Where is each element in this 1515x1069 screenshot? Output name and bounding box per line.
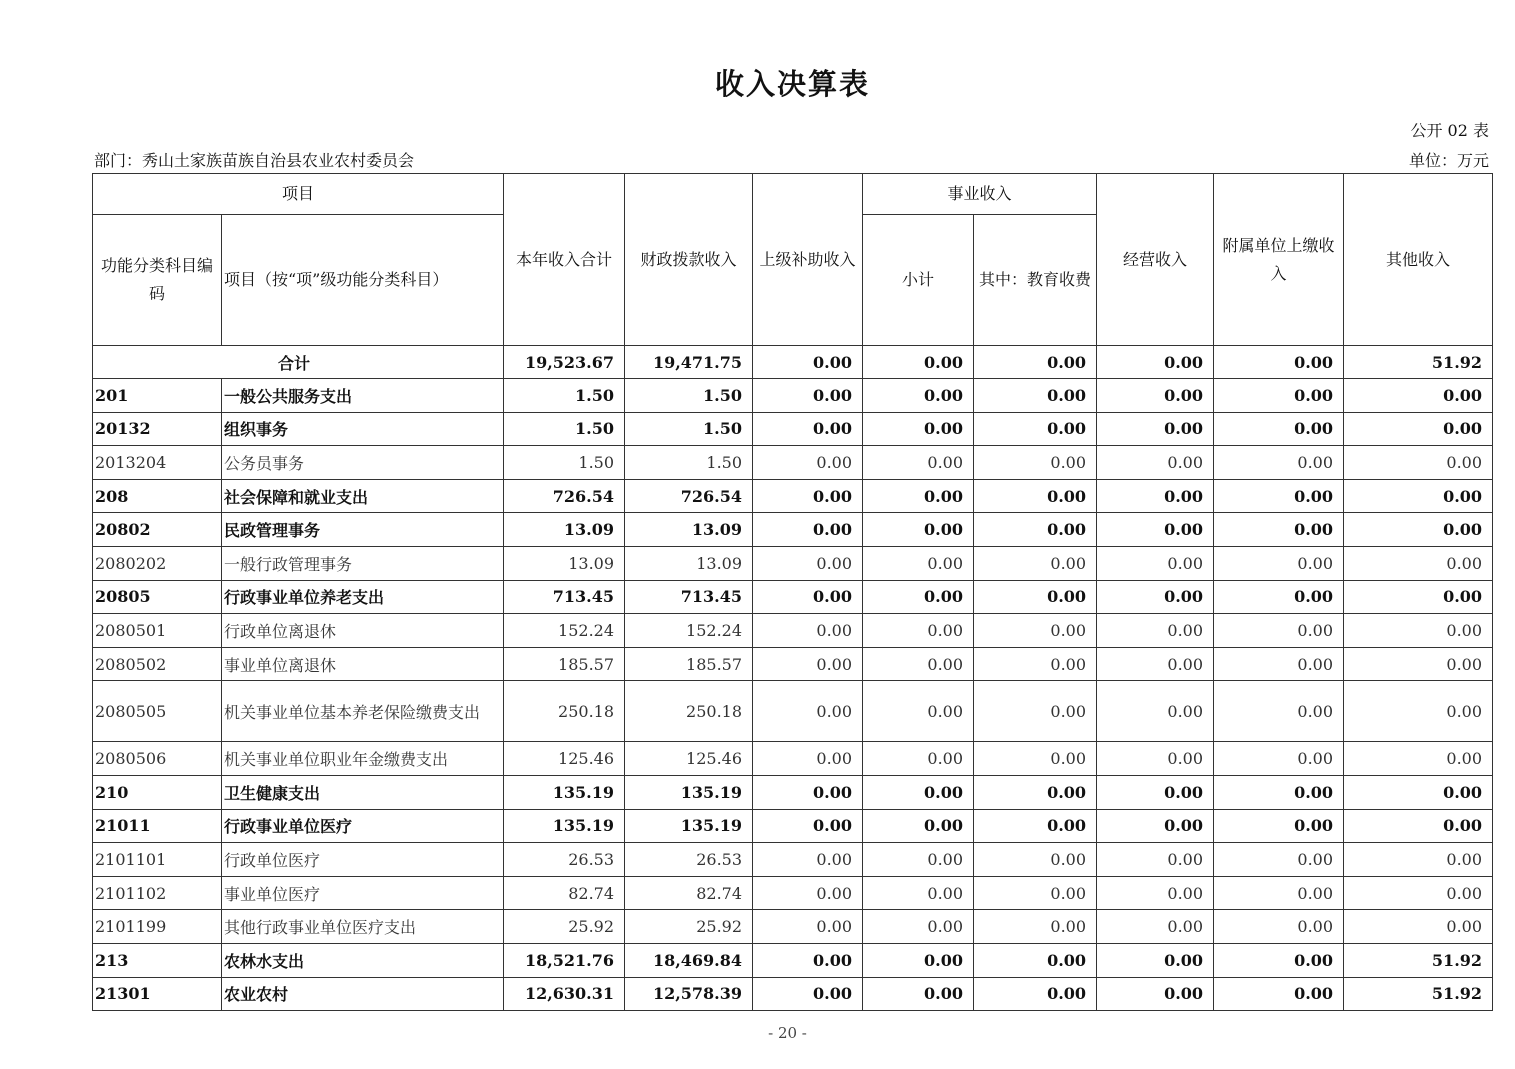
- row-value: 0.00: [863, 809, 974, 843]
- header-project: 项目: [93, 174, 504, 215]
- row-value: 0.00: [753, 479, 863, 513]
- row-value: 0.00: [753, 843, 863, 877]
- page-title: 收入决算表: [714, 67, 870, 101]
- row-value: 0.00: [753, 614, 863, 648]
- row-name: 行政单位医疗: [222, 843, 504, 877]
- row-value: 0.00: [863, 546, 974, 580]
- row-value: 0.00: [1344, 614, 1493, 648]
- row-value: 0.00: [1214, 843, 1344, 877]
- table-row: [93, 546, 1493, 580]
- row-value: 726.54: [625, 479, 753, 513]
- row-code: 213: [93, 943, 222, 977]
- row-value: 0.00: [1097, 614, 1214, 648]
- row-value: 1.50: [625, 446, 753, 480]
- row-value: 12,578.39: [625, 977, 753, 1011]
- row-value: 0.00: [1097, 580, 1214, 614]
- table-row: [93, 843, 1493, 877]
- department-label: 部门：秀山土家族苗族自治县农业农村委员会: [94, 151, 415, 170]
- row-value: 0.00: [1214, 379, 1344, 413]
- row-value: 0.00: [863, 580, 974, 614]
- header-superior-subsidy: 上级补助收入: [753, 174, 863, 346]
- row-value: 0.00: [753, 513, 863, 547]
- row-name: 行政事业单位养老支出: [222, 580, 504, 614]
- row-value: 0.00: [1097, 546, 1214, 580]
- row-value: 0.00: [1214, 809, 1344, 843]
- row-value: 713.45: [504, 580, 625, 614]
- row-value: 0.00: [1214, 479, 1344, 513]
- row-value: 0.00: [1097, 379, 1214, 413]
- row-value: 0.00: [1214, 681, 1344, 742]
- row-value: 0.00: [974, 910, 1097, 944]
- unit-label: 单位：万元: [1408, 151, 1489, 170]
- row-value: 0.00: [1344, 580, 1493, 614]
- row-value: 0.00: [1214, 446, 1344, 480]
- row-value: 0.00: [1097, 446, 1214, 480]
- row-value: 0.00: [974, 546, 1097, 580]
- row-value: 0.00: [863, 977, 974, 1011]
- row-value: 0.00: [1214, 412, 1344, 446]
- row-value: 0.00: [1344, 412, 1493, 446]
- row-value: 0.00: [1344, 681, 1493, 742]
- row-value: 0.00: [1097, 479, 1214, 513]
- total-label: 合计: [93, 346, 504, 379]
- header-business-income: 事业收入: [863, 174, 1097, 215]
- row-value: 13.09: [504, 513, 625, 547]
- table-row: [93, 479, 1493, 513]
- table-row: [93, 446, 1493, 480]
- row-value: 0.00: [1097, 910, 1214, 944]
- row-value: 0.00: [753, 412, 863, 446]
- table-row: [93, 412, 1493, 446]
- row-code: 20802: [93, 513, 222, 547]
- row-value: 0.00: [1214, 775, 1344, 809]
- row-value: 0.00: [1214, 910, 1344, 944]
- row-value: 0.00: [1344, 775, 1493, 809]
- header-subtotal: 小计: [863, 215, 974, 346]
- row-value: 0.00: [1214, 580, 1344, 614]
- row-name: 行政事业单位医疗: [222, 809, 504, 843]
- row-value: 0.00: [753, 943, 863, 977]
- row-value: 0.00: [753, 580, 863, 614]
- row-value: 152.24: [625, 614, 753, 648]
- row-value: 185.57: [625, 647, 753, 681]
- row-name: 其他行政事业单位医疗支出: [222, 910, 504, 944]
- row-value: 135.19: [625, 809, 753, 843]
- row-value: 0.00: [1344, 647, 1493, 681]
- total-value: 0.00: [753, 346, 863, 379]
- row-value: 726.54: [504, 479, 625, 513]
- row-name: 社会保障和就业支出: [222, 479, 504, 513]
- row-value: 26.53: [625, 843, 753, 877]
- row-value: 0.00: [1344, 910, 1493, 944]
- row-value: 1.50: [504, 379, 625, 413]
- row-value: 125.46: [625, 742, 753, 776]
- row-code: 20805: [93, 580, 222, 614]
- row-name: 机关事业单位职业年金缴费支出: [222, 742, 504, 776]
- row-value: 0.00: [1214, 614, 1344, 648]
- row-value: 0.00: [863, 379, 974, 413]
- row-value: 135.19: [504, 775, 625, 809]
- table-row: [93, 876, 1493, 910]
- row-code: 2080505: [93, 681, 222, 742]
- income-table: [92, 173, 1493, 1011]
- row-value: 0.00: [974, 809, 1097, 843]
- row-name: 民政管理事务: [222, 513, 504, 547]
- row-value: 18,521.76: [504, 943, 625, 977]
- row-value: 13.09: [625, 546, 753, 580]
- row-value: 0.00: [863, 742, 974, 776]
- row-value: 0.00: [1344, 479, 1493, 513]
- row-value: 0.00: [1097, 943, 1214, 977]
- table-row: [93, 977, 1493, 1011]
- row-value: 0.00: [1097, 843, 1214, 877]
- row-value: 0.00: [1344, 546, 1493, 580]
- row-value: 0.00: [753, 546, 863, 580]
- row-value: 250.18: [625, 681, 753, 742]
- row-code: 201: [93, 379, 222, 413]
- header-fiscal: 财政拨款收入: [625, 174, 753, 346]
- total-value: 0.00: [974, 346, 1097, 379]
- row-code: 20132: [93, 412, 222, 446]
- total-row: [93, 346, 1493, 379]
- row-value: 0.00: [1344, 876, 1493, 910]
- header-education-fee: 其中：教育收费: [974, 215, 1097, 346]
- table-row: [93, 647, 1493, 681]
- row-name: 农业农村: [222, 977, 504, 1011]
- row-value: 82.74: [504, 876, 625, 910]
- row-value: 0.00: [1097, 647, 1214, 681]
- row-value: 0.00: [974, 943, 1097, 977]
- row-value: 18,469.84: [625, 943, 753, 977]
- row-value: 0.00: [1214, 977, 1344, 1011]
- row-value: 26.53: [504, 843, 625, 877]
- header-total-income: 本年收入合计: [504, 174, 625, 346]
- row-value: 0.00: [1097, 977, 1214, 1011]
- table-row: [93, 742, 1493, 776]
- row-value: 25.92: [504, 910, 625, 944]
- row-value: 0.00: [863, 479, 974, 513]
- row-code: 208: [93, 479, 222, 513]
- row-value: 0.00: [1214, 647, 1344, 681]
- row-value: 0.00: [863, 843, 974, 877]
- header-other: 其他收入: [1344, 174, 1493, 346]
- row-value: 0.00: [863, 647, 974, 681]
- row-code: 2013204: [93, 446, 222, 480]
- row-value: 0.00: [974, 614, 1097, 648]
- row-code: 21011: [93, 809, 222, 843]
- page-number: - 20 -: [768, 1024, 807, 1042]
- row-value: 0.00: [974, 876, 1097, 910]
- table-row: [93, 943, 1493, 977]
- row-value: 0.00: [753, 681, 863, 742]
- table-row: [93, 614, 1493, 648]
- row-code: 2080502: [93, 647, 222, 681]
- form-number: 公开 02 表: [1410, 121, 1489, 140]
- row-value: 0.00: [753, 910, 863, 944]
- row-value: 13.09: [504, 546, 625, 580]
- row-value: 0.00: [1344, 379, 1493, 413]
- row-value: 713.45: [625, 580, 753, 614]
- row-value: 0.00: [1097, 809, 1214, 843]
- table-row: [93, 379, 1493, 413]
- header-affiliated: 附属单位上缴收入: [1214, 174, 1344, 346]
- row-value: 0.00: [974, 513, 1097, 547]
- row-name: 行政单位离退休: [222, 614, 504, 648]
- row-value: 0.00: [1097, 775, 1214, 809]
- row-value: 0.00: [974, 647, 1097, 681]
- row-name: 农林水支出: [222, 943, 504, 977]
- row-value: 0.00: [863, 681, 974, 742]
- row-value: 0.00: [974, 479, 1097, 513]
- row-name: 组织事务: [222, 412, 504, 446]
- row-value: 51.92: [1344, 977, 1493, 1011]
- row-value: 0.00: [863, 446, 974, 480]
- header-item: 项目（按“项”级功能分类科目）: [222, 215, 504, 346]
- row-code: 2101101: [93, 843, 222, 877]
- row-value: 0.00: [1344, 446, 1493, 480]
- row-value: 0.00: [753, 809, 863, 843]
- total-value: 0.00: [1214, 346, 1344, 379]
- row-code: 2080501: [93, 614, 222, 648]
- row-value: 0.00: [863, 943, 974, 977]
- row-value: 0.00: [974, 412, 1097, 446]
- row-value: 0.00: [1097, 412, 1214, 446]
- row-code: 21301: [93, 977, 222, 1011]
- row-code: 2101199: [93, 910, 222, 944]
- row-value: 0.00: [1344, 742, 1493, 776]
- table-row: [93, 580, 1493, 614]
- row-value: 250.18: [504, 681, 625, 742]
- row-value: 152.24: [504, 614, 625, 648]
- row-value: 1.50: [504, 412, 625, 446]
- total-value: 51.92: [1344, 346, 1493, 379]
- row-value: 0.00: [1097, 681, 1214, 742]
- row-value: 135.19: [504, 809, 625, 843]
- table-row: [93, 809, 1493, 843]
- row-value: 0.00: [1214, 876, 1344, 910]
- row-value: 0.00: [1214, 513, 1344, 547]
- row-code: 210: [93, 775, 222, 809]
- row-value: 0.00: [1344, 843, 1493, 877]
- row-value: 0.00: [974, 379, 1097, 413]
- row-value: 0.00: [863, 513, 974, 547]
- row-name: 公务员事务: [222, 446, 504, 480]
- row-value: 0.00: [863, 412, 974, 446]
- row-value: 135.19: [625, 775, 753, 809]
- header-operating: 经营收入: [1097, 174, 1214, 346]
- row-value: 51.92: [1344, 943, 1493, 977]
- table-row: [93, 681, 1493, 742]
- table-row: [93, 775, 1493, 809]
- row-value: 0.00: [753, 775, 863, 809]
- row-value: 0.00: [974, 977, 1097, 1011]
- row-value: 0.00: [863, 614, 974, 648]
- total-value: 0.00: [863, 346, 974, 379]
- row-value: 0.00: [1097, 513, 1214, 547]
- row-value: 125.46: [504, 742, 625, 776]
- row-value: 0.00: [974, 580, 1097, 614]
- row-value: 12,630.31: [504, 977, 625, 1011]
- row-value: 0.00: [863, 910, 974, 944]
- row-value: 0.00: [974, 843, 1097, 877]
- row-value: 0.00: [1097, 876, 1214, 910]
- row-value: 0.00: [1214, 546, 1344, 580]
- total-value: 19,471.75: [625, 346, 753, 379]
- row-value: 0.00: [1097, 742, 1214, 776]
- row-value: 0.00: [753, 876, 863, 910]
- total-value: 19,523.67: [504, 346, 625, 379]
- row-value: 1.50: [504, 446, 625, 480]
- row-value: 185.57: [504, 647, 625, 681]
- row-value: 0.00: [1214, 742, 1344, 776]
- row-name: 事业单位离退休: [222, 647, 504, 681]
- row-value: 0.00: [863, 775, 974, 809]
- row-value: 0.00: [974, 742, 1097, 776]
- row-value: 0.00: [753, 742, 863, 776]
- total-value: 0.00: [1097, 346, 1214, 379]
- row-code: 2101102: [93, 876, 222, 910]
- row-name: 一般公共服务支出: [222, 379, 504, 413]
- row-value: 1.50: [625, 412, 753, 446]
- row-value: 0.00: [1344, 809, 1493, 843]
- row-value: 25.92: [625, 910, 753, 944]
- row-name: 事业单位医疗: [222, 876, 504, 910]
- row-value: 0.00: [753, 647, 863, 681]
- header-code: 功能分类科目编码: [93, 215, 222, 346]
- row-name: 卫生健康支出: [222, 775, 504, 809]
- row-code: 2080202: [93, 546, 222, 580]
- row-value: 1.50: [625, 379, 753, 413]
- row-name: 机关事业单位基本养老保险缴费支出: [222, 681, 504, 742]
- row-value: 0.00: [974, 446, 1097, 480]
- row-value: 0.00: [974, 775, 1097, 809]
- row-value: 13.09: [625, 513, 753, 547]
- row-value: 82.74: [625, 876, 753, 910]
- table-row: [93, 910, 1493, 944]
- row-value: 0.00: [753, 446, 863, 480]
- row-code: 2080506: [93, 742, 222, 776]
- row-name: 一般行政管理事务: [222, 546, 504, 580]
- row-value: 0.00: [753, 977, 863, 1011]
- row-value: 0.00: [753, 379, 863, 413]
- row-value: 0.00: [974, 681, 1097, 742]
- row-value: 0.00: [863, 876, 974, 910]
- table-row: [93, 513, 1493, 547]
- row-value: 0.00: [1344, 513, 1493, 547]
- row-value: 0.00: [1214, 943, 1344, 977]
